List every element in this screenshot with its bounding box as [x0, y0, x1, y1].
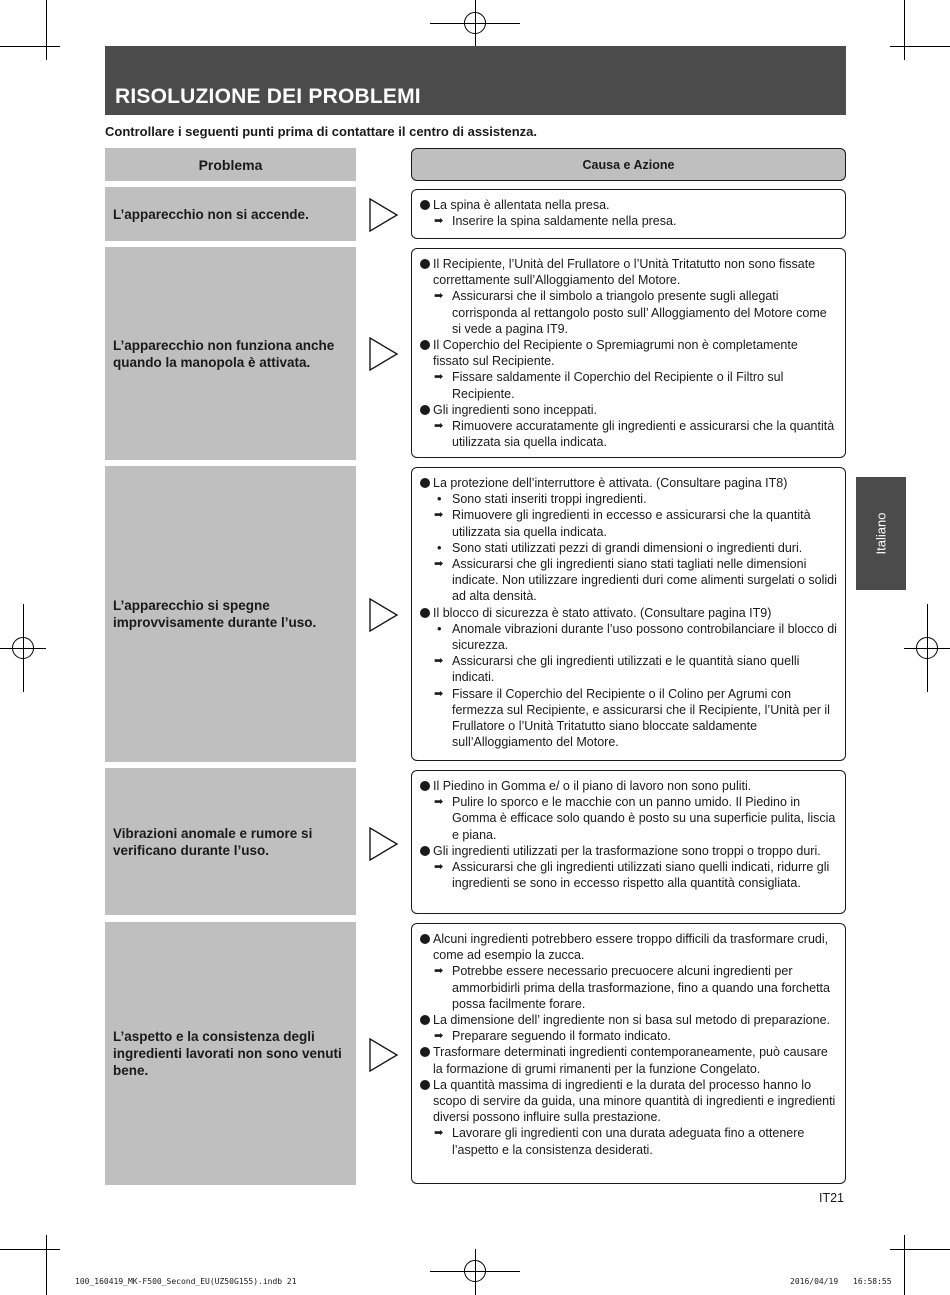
- action-item: [420, 859, 837, 891]
- filled-circle-icon: [420, 1015, 430, 1025]
- line-text: La dimensione dell’ ingrediente non si basa sul metodo di preparazione.: [433, 1013, 831, 1028]
- line-text: Assicurarsi che gli ingredienti utilizzati siano quelli indicati, ridurre gli ingredienti se sono in eccesso rispetto alla quantità consigliata.: [452, 860, 830, 891]
- line-text: Rimuovere gli ingredienti in eccesso e assicurarsi che la quantità utilizzata sia quella indicata.: [452, 508, 811, 539]
- filled-circle-icon: [420, 846, 430, 856]
- crop-mark: [904, 0, 905, 60]
- filled-circle-icon: [420, 405, 430, 415]
- line-text: Assicurarsi che gli ingredienti siano stati tagliati nelle dimensioni indicate. Non utilizzare ingredienti duri come alimenti surgelati o solidi ad alta densità.: [452, 557, 837, 604]
- line-text: Assicurarsi che gli ingredienti utilizzati e le quantità siano quelli indicati.: [452, 654, 800, 685]
- triangle-arrow-icon: [369, 598, 399, 632]
- problem-cell: [105, 247, 356, 460]
- line-text: Anomale vibrazioni durante l’uso possono controbilanciare il blocco di sicurezza.: [452, 621, 837, 653]
- crop-mark: [890, 46, 950, 47]
- action-item: [420, 288, 837, 337]
- cause-item: [420, 1077, 837, 1126]
- filled-circle-icon: [420, 934, 430, 944]
- line-text: Preparare seguendo il formato indicato.: [452, 1029, 671, 1044]
- action-item: [420, 556, 837, 605]
- arrow-right-icon: ➡: [434, 371, 444, 384]
- filled-circle-icon: [420, 608, 430, 618]
- arrow-right-icon: ➡: [434, 687, 444, 700]
- filled-circle-icon: [420, 259, 430, 269]
- language-tab-label: Italiano: [873, 512, 889, 555]
- arrow-right-icon: ➡: [434, 420, 444, 433]
- action-item: [420, 794, 837, 843]
- registration-mark: [916, 637, 938, 659]
- action-item: [420, 653, 837, 685]
- action-item: [420, 507, 837, 539]
- action-item: [420, 418, 837, 450]
- page-title: RISOLUZIONE DEI PROBLEMI: [115, 85, 421, 108]
- cause-box: [411, 189, 846, 239]
- arrow-right-icon: ➡: [434, 965, 444, 978]
- arrow-right-icon: ➡: [434, 1030, 444, 1043]
- line-text: La spina è allentata nella presa.: [433, 198, 610, 212]
- triangle-arrow-icon: [369, 1038, 399, 1072]
- action-item: [420, 686, 837, 751]
- cause-item: [420, 402, 837, 418]
- intro-text: Controllare i seguenti punti prima di contattare il centro di assistenza.: [105, 124, 537, 139]
- line-text: Sono stati utilizzati pezzi di grandi dimensioni o ingredienti duri.: [452, 540, 803, 555]
- problem-text: Vibrazioni anomale e rumore si verificano durante l’uso.: [113, 825, 313, 858]
- line-text: Inserire la spina saldamente nella presa.: [452, 214, 677, 229]
- problem-text: L’apparecchio non funziona anche quando la manopola è attivata.: [113, 337, 335, 370]
- filled-circle-icon: [420, 781, 430, 791]
- arrow-right-icon: ➡: [434, 796, 444, 809]
- cause-item: [420, 931, 837, 963]
- footer-file: 100_160419_MK-F500_Second_EU(UZ50G155).indb 21: [75, 1277, 297, 1286]
- crop-mark: [904, 1235, 905, 1295]
- column-header-problem: Problema: [105, 148, 356, 181]
- crop-mark: [0, 46, 60, 47]
- problem-cell: [105, 466, 356, 762]
- action-item: [420, 1028, 837, 1044]
- arrow-right-icon: ➡: [434, 509, 444, 522]
- cause-item: [420, 778, 837, 794]
- line-text: Il blocco di sicurezza è stato attivato. (Consultare pagina IT9): [433, 605, 772, 620]
- cause-item: [420, 1012, 837, 1028]
- line-text: Alcuni ingredienti potrebbero essere troppo difficili da trasformare crudi, come ad esempio la zucca.: [433, 932, 829, 963]
- footer-time: 16:58:55: [853, 1277, 892, 1286]
- footer-date: 2016/04/19: [790, 1277, 839, 1286]
- action-item: [420, 963, 837, 1012]
- line-text: Rimuovere accuratamente gli ingredienti e assicurarsi che la quantità utilizzata sia quella indicata.: [452, 419, 835, 450]
- filled-circle-icon: [420, 340, 430, 350]
- line-text: La protezione dell’interruttore è attivata. (Consultare pagina IT8): [433, 476, 788, 490]
- problem-text: L’aspetto e la consistenza degli ingredienti lavorati non sono venuti bene.: [113, 1029, 342, 1078]
- arrow-right-icon: ➡: [434, 1127, 444, 1140]
- title-banner: [105, 46, 846, 115]
- cause-item: [420, 256, 837, 288]
- crop-mark: [890, 1249, 950, 1250]
- cause-item: [420, 197, 837, 213]
- line-text: Sono stati inseriti troppi ingredienti.: [452, 492, 647, 507]
- arrow-right-icon: ➡: [434, 290, 444, 303]
- line-text: Lavorare gli ingredienti con una durata adeguata fino a ottenere l’aspetto e la consistenza desiderati.: [452, 1126, 805, 1157]
- column-header-cause: Causa e Azione: [411, 148, 846, 181]
- cause-box: [411, 923, 846, 1184]
- arrow-right-icon: ➡: [434, 215, 444, 228]
- line-text: Fissare il Coperchio del Recipiente o il Colino per Agrumi con fermezza sul Recipiente, e assicurarsi che il Recipiente, l’Unità per il Frullatore o l’Unità Tritatutto siano bloccate saldamente sull’Alloggiamento del Motore.: [452, 686, 830, 750]
- line-text: Il Piedino in Gomma e/ o il piano di lavoro non sono puliti.: [433, 779, 752, 793]
- line-text: Il Coperchio del Recipiente o Spremiagrumi non è completamente fissato sul Recipiente.: [433, 338, 798, 369]
- detail-item: [420, 621, 837, 653]
- problem-cell: [105, 768, 356, 915]
- triangle-arrow-icon: [369, 827, 399, 861]
- filled-circle-icon: [420, 1080, 430, 1090]
- cause-box: [411, 248, 846, 458]
- line-text: Potrebbe essere necessario precuocere alcuni ingredienti per ammorbidirli prima della trasformazione, fino a quando una forchetta possa facilmente forare.: [452, 964, 830, 1011]
- line-text: Trasformare determinati ingredienti contemporaneamente, può causare la formazione di grumi rimanenti per la funzione Congelato.: [433, 1045, 828, 1076]
- line-text: Pulire lo sporco e le macchie con un panno umido. Il Piedino in Gomma è efficace solo quando è posto su una superficie pulita, liscia e piana.: [452, 795, 836, 842]
- detail-item: [420, 540, 837, 556]
- arrow-right-icon: ➡: [434, 655, 444, 668]
- line-text: Fissare saldamente il Coperchio del Recipiente o il Filtro sul Recipiente.: [452, 370, 784, 401]
- cause-item: [420, 605, 837, 621]
- cause-item: [420, 475, 837, 491]
- crop-mark: [46, 1235, 47, 1295]
- line-text: Gli ingredienti utilizzati per la trasformazione sono troppi o troppo duri.: [433, 843, 821, 858]
- filled-circle-icon: [420, 200, 430, 210]
- language-tab: [856, 477, 906, 590]
- line-text: Gli ingredienti sono inceppati.: [433, 402, 597, 417]
- line-text: La quantità massima di ingredienti e la durata del processo hanno lo scopo di servire da guida, una minore quantità di ingredienti e ingredienti diversi possono influire sulla prestazione.: [433, 1077, 836, 1125]
- problem-text: L’apparecchio non si accende.: [113, 206, 309, 222]
- cause-box: [411, 770, 846, 914]
- action-item: [420, 1125, 837, 1157]
- registration-mark: [12, 637, 34, 659]
- problem-cell: [105, 187, 356, 241]
- action-item: [420, 369, 837, 401]
- line-text: Assicurarsi che il simbolo a triangolo presente sugli allegati corrisponda al rettangolo posto sull’ Alloggiamento del Motore come si vede a pagina IT9.: [452, 289, 827, 336]
- bullet-icon: •: [437, 620, 442, 636]
- bullet-icon: •: [437, 491, 442, 507]
- cause-box: [411, 467, 846, 761]
- action-item: [420, 213, 837, 229]
- triangle-arrow-icon: [369, 337, 399, 371]
- problem-text: L’apparecchio si spegne improvvisamente durante l’uso.: [113, 598, 317, 630]
- arrow-right-icon: ➡: [434, 558, 444, 571]
- cause-item: [420, 1044, 837, 1076]
- page-number: IT21: [819, 1191, 845, 1205]
- crop-mark: [46, 0, 47, 60]
- detail-item: [420, 491, 837, 507]
- filled-circle-icon: [420, 1047, 430, 1057]
- problem-cell: [105, 922, 356, 1185]
- cause-item: [420, 337, 837, 369]
- line-text: Il Recipiente, l’Unità del Frullatore o l’Unità Tritatutto non sono fissate correttamente sull’Alloggiamento del Motore.: [433, 257, 816, 288]
- registration-mark: [464, 12, 486, 34]
- cause-item: [420, 843, 837, 859]
- arrow-right-icon: ➡: [434, 861, 444, 874]
- bullet-icon: •: [437, 539, 442, 555]
- filled-circle-icon: [420, 478, 430, 488]
- registration-mark: [464, 1260, 486, 1282]
- triangle-arrow-icon: [369, 198, 399, 232]
- crop-mark: [0, 1249, 60, 1250]
